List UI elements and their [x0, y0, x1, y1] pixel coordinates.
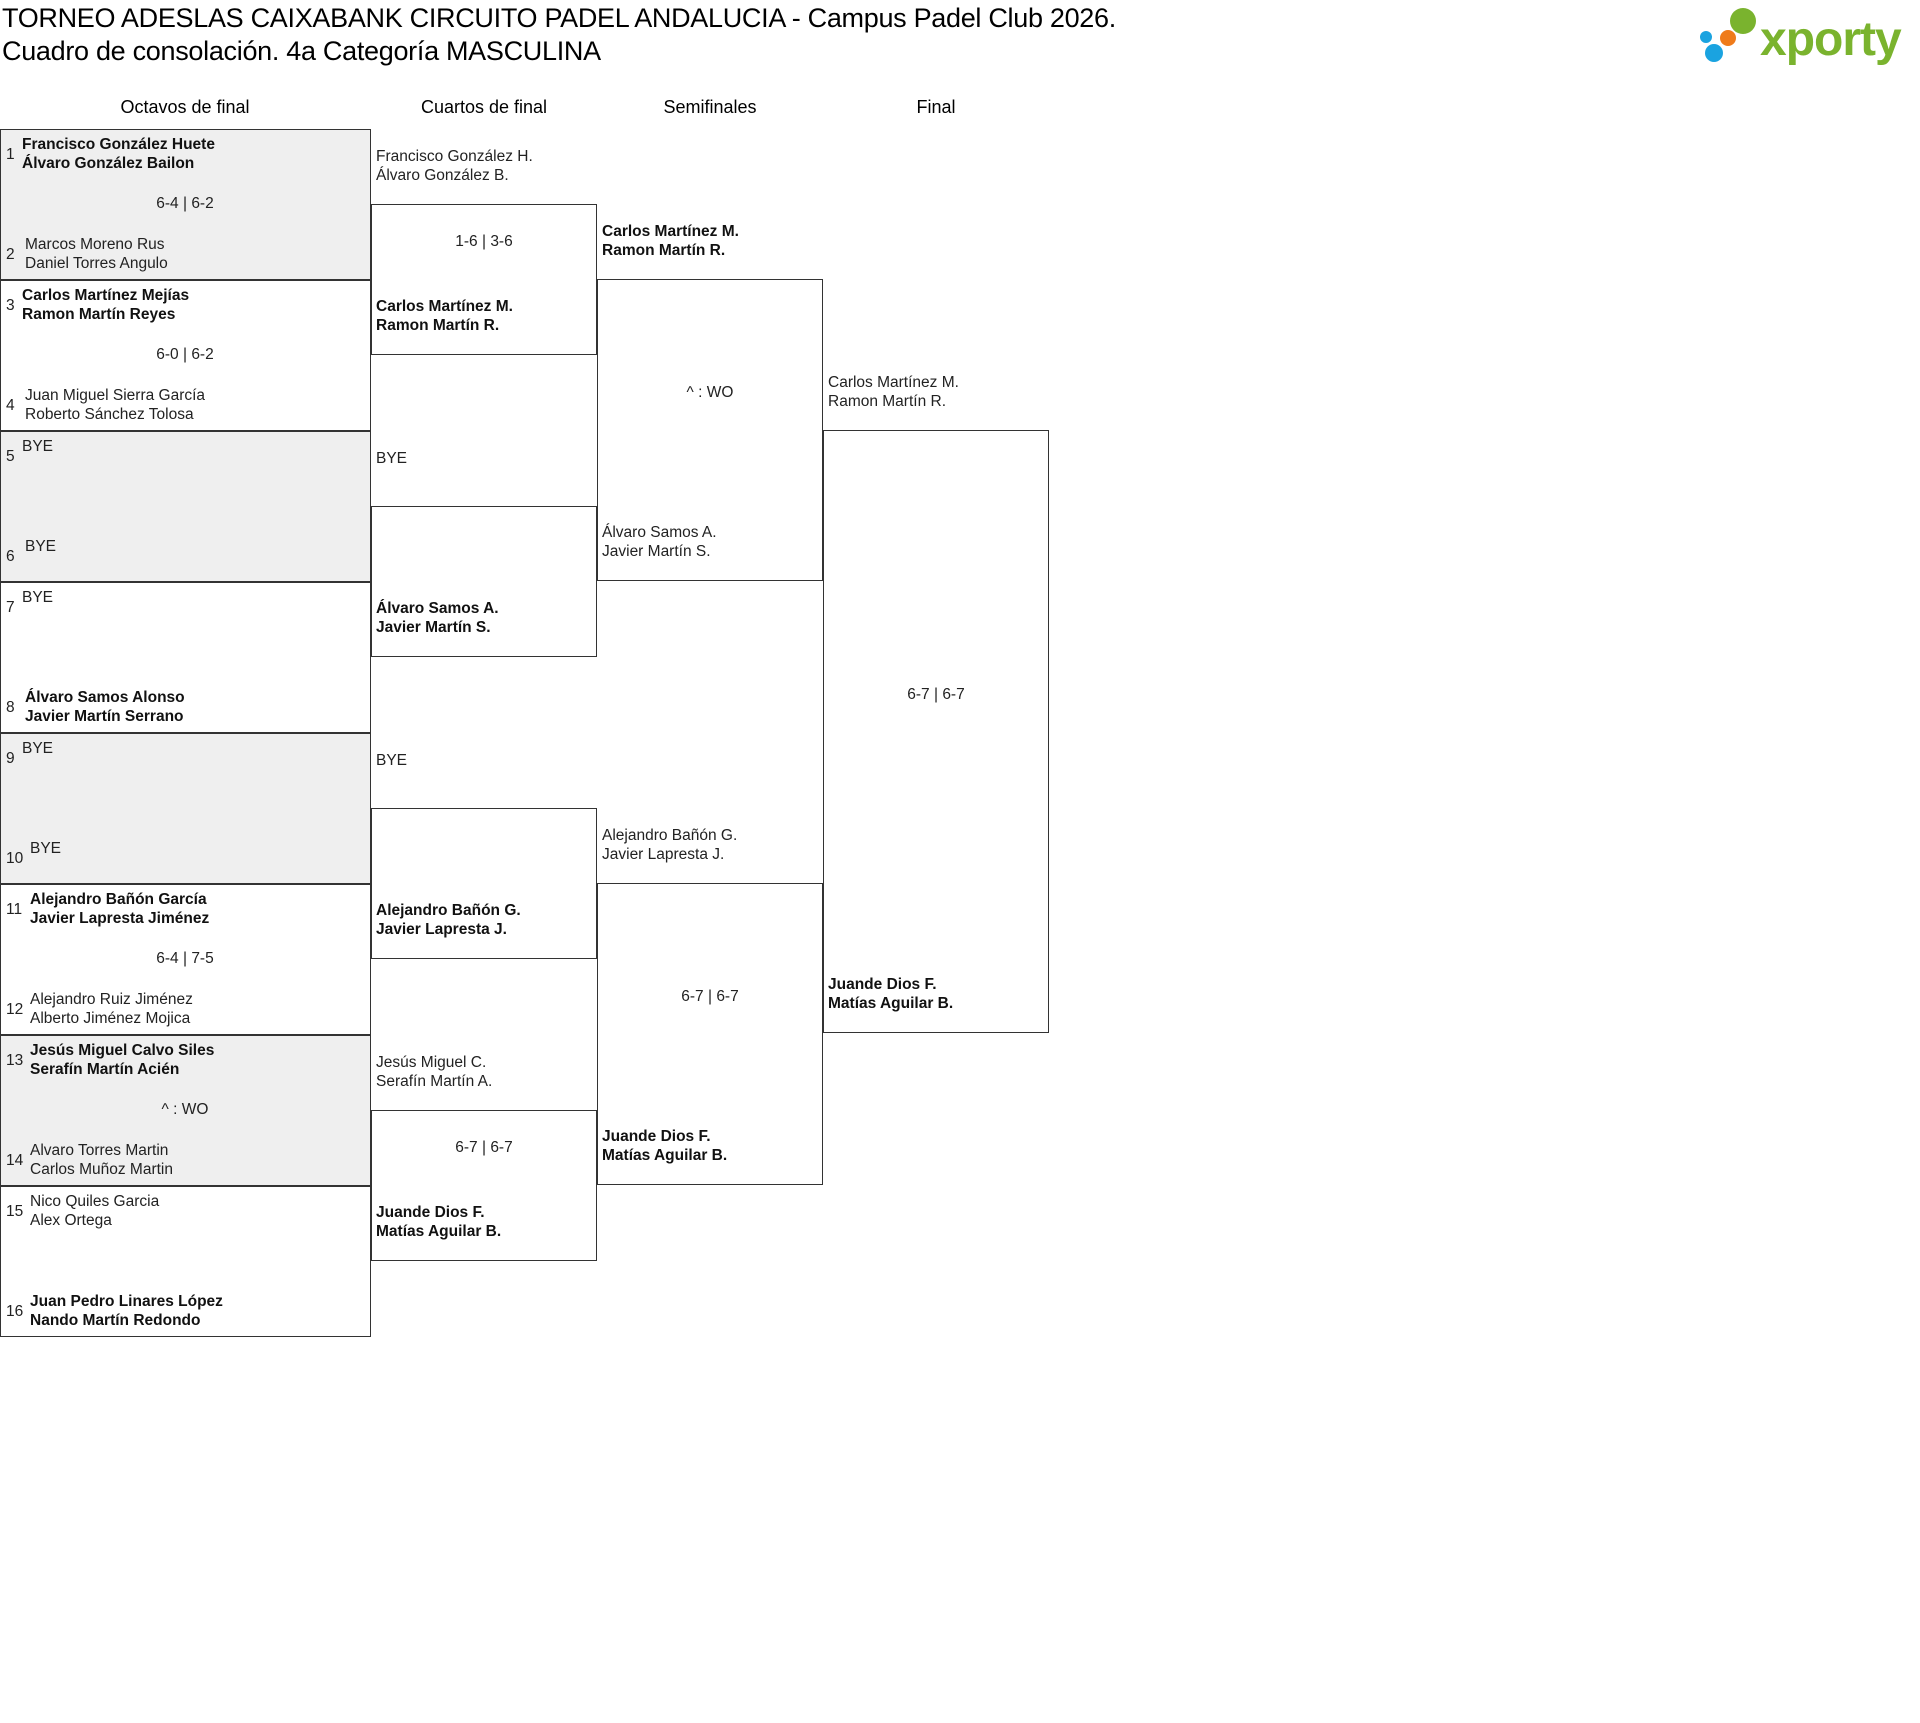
- team-name: [376, 751, 407, 770]
- player-name: BYE: [376, 450, 408, 467]
- team-name: [376, 297, 513, 335]
- player-name: Álvaro González Bailon: [22, 155, 195, 172]
- match-score: 6-7 | 6-7: [455, 1139, 513, 1156]
- seed-number: 5: [6, 448, 15, 465]
- player-name: Juan Pedro Linares López: [30, 1293, 223, 1310]
- player-name: Jesús Miguel Calvo Siles: [30, 1042, 215, 1059]
- seed-number: 7: [6, 599, 15, 616]
- player-name: Carlos Martínez M.: [828, 374, 959, 391]
- player-name: Álvaro Samos A.: [376, 600, 499, 617]
- match-box-final: [823, 430, 1049, 1033]
- team-name: [376, 147, 533, 185]
- seed-number: 10: [6, 850, 24, 867]
- team-name: [30, 1041, 214, 1079]
- seed-number: 13: [6, 1052, 24, 1069]
- match-score: ^ : WO: [686, 384, 734, 401]
- player-name: Francisco González Huete: [22, 136, 215, 153]
- logo-dot-blue: [1705, 44, 1723, 62]
- team-name: [376, 901, 521, 939]
- player-name: Juan Miguel Sierra García: [25, 387, 206, 404]
- player-name: Javier Martín S.: [602, 543, 711, 560]
- team-name: [22, 437, 53, 456]
- team-name: [30, 1292, 223, 1330]
- player-name: Carlos Martínez Mejías: [22, 287, 190, 304]
- xporty-logo: [1695, 5, 1920, 67]
- logo-text: xporty: [1760, 13, 1901, 66]
- team-name: [376, 599, 499, 637]
- player-name: Matías Aguilar B.: [602, 1147, 728, 1164]
- round-header-final: Final: [916, 97, 956, 117]
- seed-number: 16: [6, 1303, 24, 1320]
- player-name: Alvaro Torres Martin: [30, 1142, 169, 1159]
- player-name: Serafín Martín Acién: [30, 1061, 180, 1078]
- page-title: [2, 2, 1116, 68]
- player-name: Javier Martín S.: [376, 619, 491, 636]
- player-name: Juande Dios F.: [602, 1128, 711, 1145]
- team-name: [22, 286, 189, 324]
- player-name: Alejandro Bañón G.: [602, 827, 738, 844]
- match-box-r16: [0, 431, 371, 582]
- player-name: Carlos Martínez M.: [376, 298, 513, 315]
- player-name: BYE: [22, 589, 54, 606]
- player-name: Javier Martín Serrano: [25, 708, 184, 725]
- player-name: Matías Aguilar B.: [828, 995, 954, 1012]
- player-name: Álvaro Samos Alonso: [25, 689, 185, 706]
- team-name: [25, 386, 205, 424]
- match-score: 6-0 | 6-2: [156, 346, 214, 363]
- round-header-sf: Semifinales: [663, 97, 757, 117]
- seed-number: 11: [6, 901, 23, 918]
- team-name: [22, 135, 215, 173]
- team-name: [376, 449, 407, 468]
- player-name: Daniel Torres Angulo: [25, 255, 168, 272]
- player-name: Nando Martín Redondo: [30, 1312, 201, 1329]
- team-name: [602, 523, 717, 561]
- player-name: Ramon Martín R.: [602, 242, 726, 259]
- tournament-title: TORNEO ADESLAS CAIXABANK CIRCUITO PADEL ANDALUCIA - Campus Padel Club 2026.: [2, 3, 1116, 33]
- team-name: [828, 975, 953, 1013]
- player-name: Javier Lapresta Jiménez: [30, 910, 210, 927]
- team-name: [30, 1192, 159, 1230]
- team-name: [602, 1127, 727, 1165]
- match-box-r16: [0, 733, 371, 884]
- match-score: 6-7 | 6-7: [907, 686, 965, 703]
- match-score: 6-4 | 7-5: [156, 950, 214, 967]
- team-name: [828, 373, 959, 411]
- seed-number: 14: [6, 1152, 24, 1169]
- player-name: Alejandro Ruiz Jiménez: [30, 991, 193, 1008]
- team-name: [22, 739, 53, 758]
- draw-subtitle: Cuadro de consolación. 4a Categoría MASCULINA: [2, 36, 601, 66]
- player-name: Juande Dios F.: [376, 1204, 485, 1221]
- player-name: BYE: [25, 538, 57, 555]
- player-name: Nico Quiles Garcia: [30, 1193, 160, 1210]
- team-name: [602, 222, 739, 260]
- seed-number: 2: [6, 246, 15, 263]
- player-name: BYE: [30, 840, 62, 857]
- player-name: Roberto Sánchez Tolosa: [25, 406, 194, 423]
- team-name: [25, 537, 56, 556]
- player-name: Carlos Muñoz Martin: [30, 1161, 173, 1178]
- player-name: BYE: [22, 740, 54, 757]
- player-name: BYE: [22, 438, 54, 455]
- team-name: [376, 1203, 501, 1241]
- player-name: Alejandro Bañón G.: [376, 902, 521, 919]
- player-name: Carlos Martínez M.: [602, 223, 739, 240]
- seed-number: 1: [6, 146, 15, 163]
- player-name: Álvaro Samos A.: [602, 524, 717, 541]
- player-name: Matías Aguilar B.: [376, 1223, 502, 1240]
- player-name: Alejandro Bañón García: [30, 891, 207, 908]
- seed-number: 8: [6, 699, 15, 716]
- player-name: Alex Ortega: [30, 1212, 112, 1229]
- player-name: Alberto Jiménez Mojica: [30, 1010, 191, 1027]
- player-name: Francisco González H.: [376, 148, 533, 165]
- round-header-r16: Octavos de final: [120, 97, 250, 117]
- team-name: [30, 1141, 173, 1179]
- player-name: Ramon Martín R.: [828, 393, 947, 410]
- team-name: [376, 1053, 492, 1091]
- team-name: [22, 588, 53, 607]
- round-header-qf: Cuartos de final: [420, 97, 548, 117]
- seed-number: 4: [6, 397, 15, 414]
- player-name: Juande Dios F.: [828, 976, 937, 993]
- player-name: Álvaro González B.: [376, 167, 509, 184]
- player-name: Ramon Martín R.: [376, 317, 500, 334]
- team-name: [602, 826, 737, 864]
- team-name: [25, 688, 185, 726]
- team-name: [25, 235, 168, 273]
- seed-number: 15: [6, 1203, 24, 1220]
- player-name: Marcos Moreno Rus: [25, 236, 165, 253]
- player-name: Serafín Martín A.: [376, 1073, 493, 1090]
- team-name: [30, 890, 209, 928]
- player-name: Javier Lapresta J.: [602, 846, 725, 863]
- player-name: Jesús Miguel C.: [376, 1054, 487, 1071]
- team-name: [30, 839, 61, 858]
- player-name: Ramon Martín Reyes: [22, 306, 176, 323]
- logo-dot-green: [1730, 8, 1756, 34]
- seed-number: 9: [6, 750, 15, 767]
- match-score: 1-6 | 3-6: [455, 233, 513, 250]
- match-score: 6-7 | 6-7: [681, 988, 739, 1005]
- match-score: ^ : WO: [161, 1101, 209, 1118]
- logo-dot-blue-small: [1700, 31, 1712, 43]
- player-name: Javier Lapresta J.: [376, 921, 507, 938]
- match-score: 6-4 | 6-2: [156, 195, 214, 212]
- player-name: BYE: [376, 752, 408, 769]
- seed-number: 6: [6, 548, 15, 565]
- logo-dot-orange: [1720, 30, 1736, 46]
- seed-number: 12: [6, 1001, 24, 1018]
- seed-number: 3: [6, 297, 15, 314]
- team-name: [30, 990, 193, 1028]
